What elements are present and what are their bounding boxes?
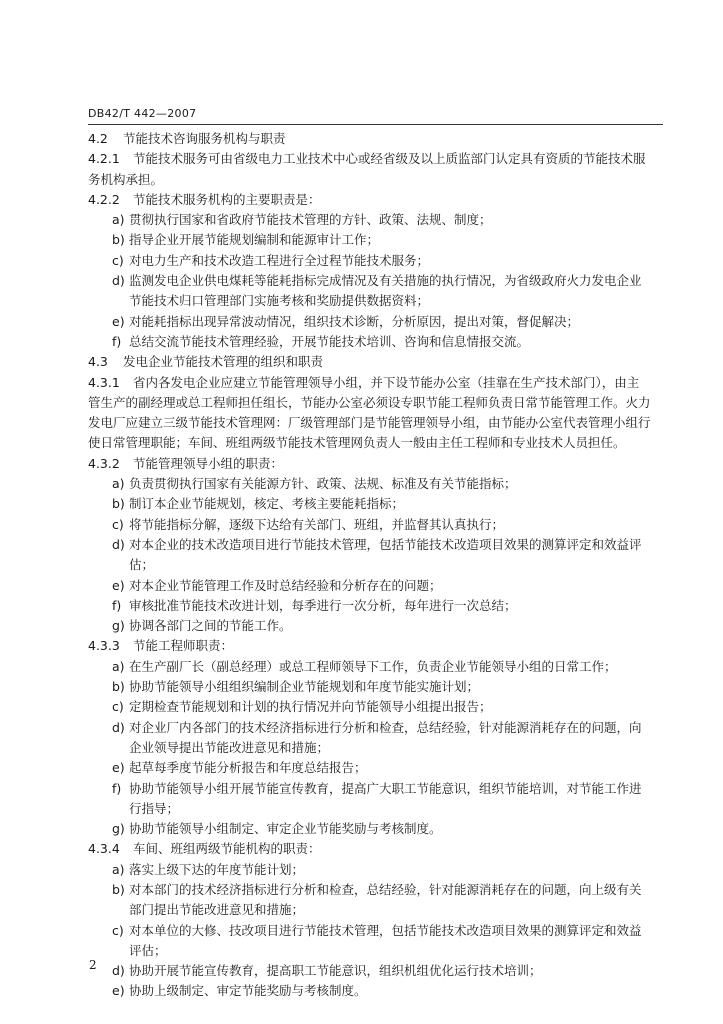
line-text: 协助开展节能宣传教育，提高职工节能意识，组织机组优化运行技术培训； (129, 963, 542, 979)
line-text: 发电企业节能技术管理的组织和职责 (123, 354, 324, 370)
section-heading (88, 129, 660, 149)
item-marker: a) (112, 658, 125, 674)
line-text: 节能技术服务机构的主要职责是： (133, 191, 321, 207)
section-heading (88, 352, 660, 372)
line-text: 企业领导提出节能改进意见和措施； (129, 739, 330, 755)
item-marker: c) (112, 252, 124, 268)
line-text: 协助节能领导小组开展节能宣传教育，提高广大职工节能意识，组织节能培训，对节能工作进 (129, 780, 642, 796)
item-marker: a) (112, 861, 125, 877)
list-item (88, 718, 660, 738)
item-marker: a) (112, 476, 125, 492)
list-item-continuation (88, 291, 660, 311)
list-item (88, 230, 660, 250)
line-text: 负责贯彻执行国家有关能源方针、政策、法规、标准及有关节能指标； (129, 476, 517, 492)
line-text: 对电力生产和技术改造工程进行全过程节能技术服务； (129, 252, 430, 268)
line-text: 起草每季度节能分析报告和年度总结报告； (129, 760, 367, 776)
list-item (88, 758, 660, 778)
list-item (88, 677, 660, 697)
item-marker: e) (112, 313, 125, 329)
paragraph-continuation (88, 393, 660, 413)
line-text: 总结交流节能技术管理经验，开展节能技术培训、咨询和信息情报交流。 (129, 333, 530, 349)
line-text: 对能耗指标出现异常波动情况，组织技术诊断，分析原因，提出对策，督促解决； (129, 313, 580, 329)
line-text: 节能技术咨询服务机构与职责 (123, 131, 286, 146)
line-text: 对本企业的技术改造项目进行节能技术管理，包括节能技术改造项目效果的测算评定和效益评 (129, 536, 642, 552)
paragraph-continuation (88, 413, 660, 433)
line-text: 对企业厂内各部门的技术经济指标进行分析和检查，总结经验，针对能源消耗存在的问题，向 (129, 719, 642, 735)
list-item (88, 332, 660, 352)
line-text: 协助节能领导小组组织编制企业节能规划和年度节能实施计划； (129, 679, 480, 695)
clause-paragraph (88, 190, 660, 210)
clause-paragraph (88, 636, 660, 656)
list-item (88, 697, 660, 717)
item-marker: e) (112, 983, 125, 999)
list-item (88, 596, 660, 616)
clause-paragraph (88, 149, 660, 169)
list-item-continuation (88, 900, 660, 920)
item-marker: c) (112, 922, 124, 938)
item-marker: c) (112, 699, 124, 715)
item-marker: d) (112, 719, 125, 735)
line-text: 协助上级制定、审定节能奖励与考核制度。 (129, 983, 367, 999)
clause-number: 4.3 (88, 354, 108, 370)
clause-number: 4.3.1 (88, 374, 120, 390)
paragraph-continuation (88, 433, 660, 453)
item-marker: b) (112, 679, 125, 695)
line-text: 对本部门的技术经济指标进行分析和检查，总结经验，针对能源消耗存在的问题，向上级有关 (129, 881, 642, 897)
list-item (88, 657, 660, 677)
list-item (88, 535, 660, 555)
line-text: 发电厂应建立三级节能技术管理网：厂级管理部门是节能管理领导小组，由节能办公室代表管理小组行 (88, 415, 651, 431)
line-text: 车间、班组两级节能机构的职责： (133, 841, 321, 857)
item-marker: d) (112, 963, 125, 979)
clause-number: 4.2.1 (88, 151, 120, 167)
list-item (88, 474, 660, 494)
line-text: 务机构承担。 (88, 171, 164, 187)
document-code: DB42/T 442—2007 (88, 107, 197, 120)
clause-paragraph (88, 373, 660, 393)
header-rule (88, 124, 663, 125)
line-text: 估； (129, 557, 155, 573)
line-text: 对本单位的大修、技改项目进行节能技术管理，包括节能技术改造项目效果的测算评定和效益 (129, 922, 642, 938)
list-item (88, 312, 660, 332)
line-text: 对本企业节能管理工作及时总结经验和分析存在的问题； (129, 577, 442, 593)
item-marker: e) (112, 577, 125, 593)
item-marker: c) (112, 516, 124, 532)
line-text: 指导企业开展节能规划编制和能源审计工作； (129, 232, 380, 248)
line-text: 贯彻执行国家和省政府节能技术管理的方针、政策、法规、制度； (129, 212, 492, 228)
clause-number: 4.3.3 (88, 638, 120, 654)
line-text: 定期检查节能规划和计划的执行情况并向节能领导小组提出报告； (129, 699, 492, 715)
clause-number: 4.3.4 (88, 841, 120, 857)
page-number: 2 (89, 958, 97, 972)
list-item (88, 251, 660, 271)
list-item (88, 616, 660, 636)
list-item (88, 515, 660, 535)
item-marker: g) (112, 618, 125, 634)
clause-paragraph (88, 454, 660, 474)
line-text: 制订本企业节能规划，核定、考核主要能耗指标； (129, 496, 405, 512)
item-marker: f) (112, 597, 122, 613)
list-item (88, 880, 660, 900)
line-text: 省内各发电企业应建立节能管理领导小组，并下设节能办公室（挂靠在生产技术部门），由主 (133, 374, 640, 390)
line-text: 使日常管理职能；车间、班组两级节能技术管理网负责人一般由主任工程师和专业技术人员担任。 (88, 435, 626, 451)
line-text: 评估； (129, 942, 167, 958)
list-item (88, 860, 660, 880)
line-text: 管生产的副经理或总工程师担任组长，节能办公室必须设专职节能工程师负责日常节能管理工作。火力 (88, 394, 651, 410)
item-marker: g) (112, 821, 125, 837)
list-item (88, 961, 660, 981)
line-text: 节能技术服务可由省级电力工业技术中心或经省级及以上质监部门认定具有资质的节能技术服 (133, 151, 646, 167)
list-item-continuation (88, 941, 660, 961)
list-item-continuation (88, 738, 660, 758)
line-text: 将节能指标分解，逐级下达给有关部门、班组，并监督其认真执行； (129, 516, 505, 532)
clause-number: 4.2.2 (88, 191, 120, 207)
document-body (88, 129, 660, 1002)
list-item-continuation (88, 555, 660, 575)
list-item (88, 921, 660, 941)
item-marker: e) (112, 760, 125, 776)
item-marker: b) (112, 881, 125, 897)
clause-paragraph (88, 839, 660, 859)
line-text: 行指导； (129, 800, 180, 816)
line-text: 监测发电企业供电煤耗等能耗指标完成情况及有关措施的执行情况，为省级政府火力发电企业 (129, 273, 642, 289)
item-marker: a) (112, 212, 125, 228)
line-text: 协助节能领导小组制定、审定企业节能奖励与考核制度。 (129, 821, 442, 837)
line-text: 协调各部门之间的节能工作。 (129, 618, 292, 634)
line-text: 节能技术归口管理部门实施考核和奖励提供数据资料； (129, 293, 430, 309)
line-text: 审核批准节能技术改进计划，每季进行一次分析，每年进行一次总结； (129, 597, 517, 613)
list-item (88, 576, 660, 596)
line-text: 节能工程师职责： (133, 638, 234, 654)
item-marker: d) (112, 536, 125, 552)
paragraph-continuation (88, 170, 660, 190)
item-marker: f) (112, 333, 122, 349)
item-marker: d) (112, 273, 125, 289)
list-item (88, 819, 660, 839)
line-text: 节能管理领导小组的职责： (133, 455, 284, 471)
list-item (88, 779, 660, 799)
clause-number: 4.3.2 (88, 455, 120, 471)
line-text: 落实上级下达的年度节能计划； (129, 861, 305, 877)
list-item (88, 271, 660, 291)
line-text: 在生产副厂长（副总经理）或总工程师领导下工作，负责企业节能领导小组的日常工作； (129, 658, 617, 674)
list-item (88, 494, 660, 514)
list-item (88, 981, 660, 1001)
list-item-continuation (88, 799, 660, 819)
item-marker: b) (112, 496, 125, 512)
list-item (88, 210, 660, 230)
line-text: 部门提出节能改进意见和措施； (129, 902, 305, 918)
item-marker: b) (112, 232, 125, 248)
item-marker: f) (112, 780, 122, 796)
clause-number: 4.2 (88, 131, 108, 146)
